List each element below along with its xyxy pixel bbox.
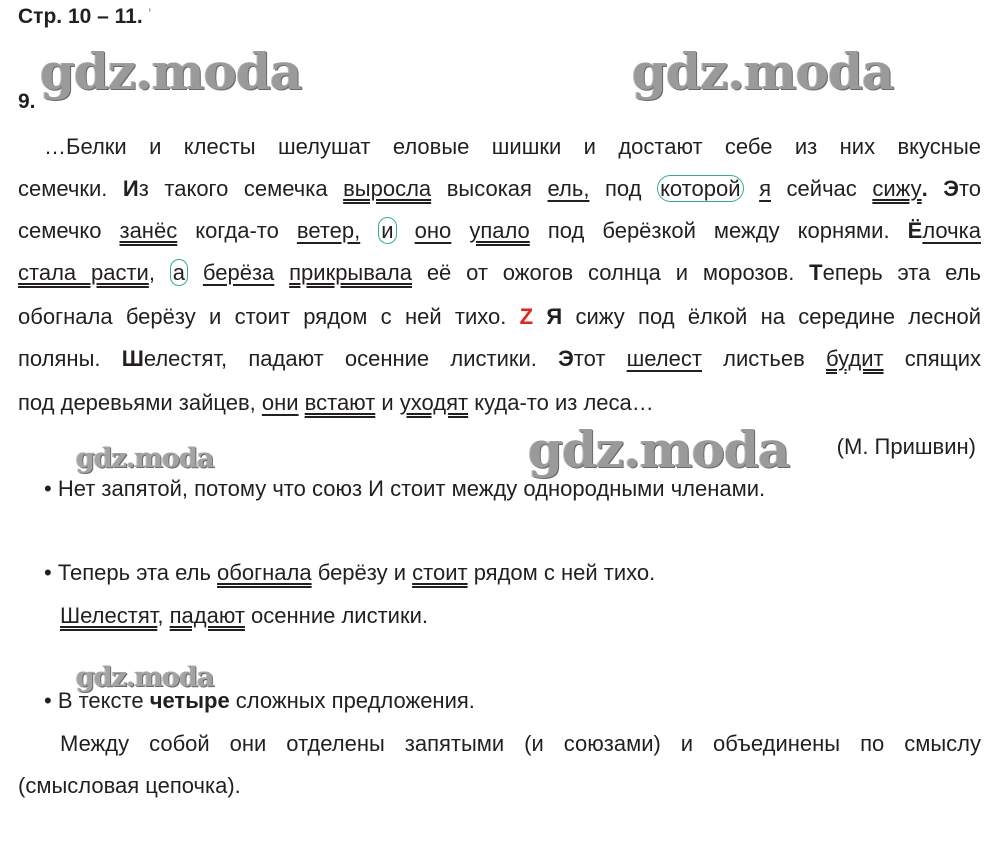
page-title-text: Стр. 10 – 11.	[18, 5, 143, 28]
predicate-budit: будит	[825, 346, 884, 371]
circled-i: и	[378, 217, 396, 244]
red-z-mark: Z	[519, 304, 534, 329]
watermark: gdz.moda	[40, 42, 302, 101]
bullet-3-line-3: (смысловая цепочка).	[18, 773, 241, 798]
predicate-obognala: обогнала	[217, 560, 312, 585]
bullet-1: • Нет запятой, потому что союз И стоит между однородными членами.	[44, 476, 766, 501]
subject-veter: ветер,	[296, 218, 361, 243]
exercise-number: 9.	[18, 90, 36, 113]
capital-letter: Ё	[907, 218, 923, 243]
word: сейчас	[771, 176, 873, 201]
bullet-3: • В тексте четыре сложных предложения.	[44, 688, 475, 713]
predicate-sizhu: сижу	[872, 176, 922, 201]
subject-el: ель,	[547, 176, 590, 201]
text-line-7: под деревьями зайцев, они встают и уходят куда-то из леса…	[18, 390, 654, 415]
predicate-zanyos: занёс	[119, 218, 178, 243]
predicate-ukhodyat: уходят	[399, 390, 469, 415]
subject-yolochka: лочка	[922, 218, 981, 243]
capital-letter: И	[122, 176, 139, 201]
bullet-3-line-2: Между собой они отделены запятыми (и союзами) и объединены по смыслу	[60, 731, 981, 756]
circled-kotoroy: которой	[657, 175, 743, 202]
word: высокая	[431, 176, 548, 201]
word: то	[958, 176, 982, 201]
bullet-2: • Теперь эта ель обогнала берёзу и стоит рядом с ней тихо.	[44, 560, 656, 585]
tick-mark: '	[148, 5, 152, 21]
circled-a: а	[170, 259, 188, 286]
word: семечки.	[18, 176, 123, 201]
text-line-6: поляны. Шелестят, падают осенние листики. Этот шелест листьев будит спящих	[18, 346, 981, 371]
watermark: gdz.moda	[632, 42, 894, 101]
predicate-padayut: падают	[169, 603, 245, 628]
subject-ya: я	[759, 176, 771, 201]
capital-letter: Я	[533, 304, 563, 329]
text-line-4: стала расти, а берёза прикрывала её от ожогов солнца и морозов. Теперь эта ель	[18, 260, 981, 285]
watermark: gdz.moda	[76, 662, 214, 693]
watermark: gdz.moda	[76, 443, 214, 474]
predicate-vstayut: встают	[304, 390, 376, 415]
text-line-5: обогнала берёзу и стоит рядом с ней тихо. Z Я сижу под ёлкой на середине лесной	[18, 304, 981, 329]
bullet-2-line-2: Шелестят, падают осенние листики.	[60, 603, 428, 628]
capital-letter: Э	[943, 176, 959, 201]
subject-ono: оно	[414, 218, 452, 243]
predicate-stoit: стоит	[412, 560, 468, 585]
word: з такого семечка	[138, 176, 344, 201]
author-attribution: (М. Пришвин)	[836, 434, 976, 459]
text-line-1	[18, 132, 981, 162]
capital-letter: Т	[809, 260, 823, 285]
text-line-2: семечки. Из такого семечка выросла высокая ель, под которой я сейчас сижу. Это	[18, 176, 982, 201]
text-line-1-content: …Белки и клесты шелушат еловые шишки и достают себе из них вкусные	[44, 134, 981, 159]
predicate-upalo: упало	[469, 218, 530, 243]
word: под	[589, 176, 658, 201]
page-title	[18, 5, 151, 29]
predicate-vyrosla: выросла	[343, 176, 432, 201]
subject-beryoza: берёза	[202, 260, 275, 285]
bold-word: четыре	[149, 688, 230, 713]
predicate-stala-rasti: стала расти	[18, 260, 149, 285]
capital-letter: Э	[558, 346, 574, 371]
capital-letter: Ш	[121, 346, 144, 371]
subject-oni: они	[261, 390, 299, 415]
predicate-shelestyat: Шелестят	[60, 603, 158, 628]
subject-shelest: шелест	[626, 346, 702, 371]
text-line-3: семечко занёс когда-то ветер, и оно упало под берёзкой между корнями. Ёлочка	[18, 218, 981, 243]
watermark: gdz.moda	[528, 420, 790, 479]
predicate-prikryvala: прикрывала	[289, 260, 412, 285]
